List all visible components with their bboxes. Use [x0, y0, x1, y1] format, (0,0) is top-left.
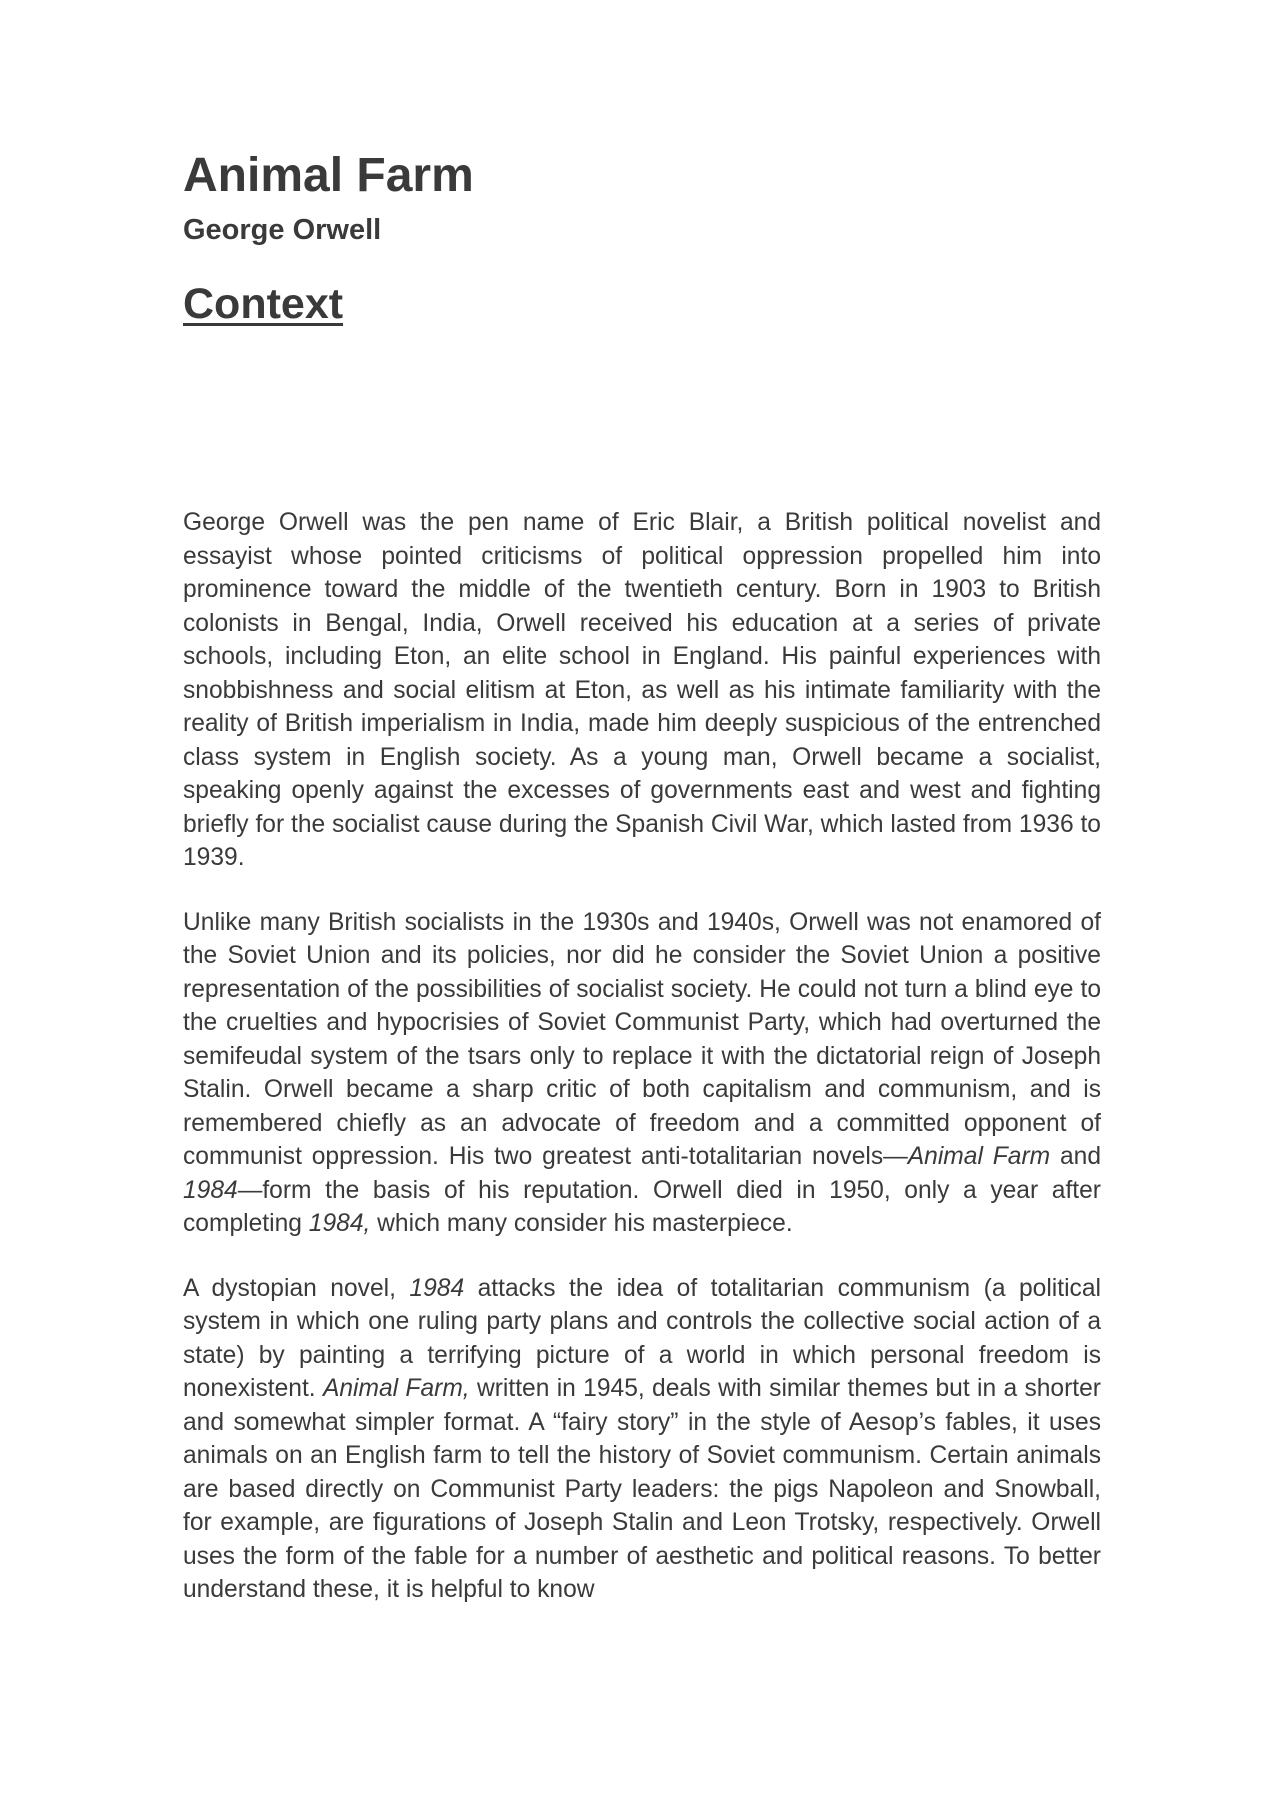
paragraph [183, 506, 1101, 875]
paragraph [183, 906, 1101, 1241]
document-title: Animal Farm [183, 149, 474, 202]
document-author: George Orwell [183, 214, 382, 246]
italic-title-run: Animal Farm [907, 1143, 1051, 1170]
section-heading: Context [183, 280, 344, 328]
paragraph [183, 1272, 1101, 1607]
text-run: Unlike many British socialists in the 1930s and 1940s, Orwell was not enamored of the Soviet Union and its policies, nor did he consider the Soviet Union a positive representation of the possibilities of socialist society. He could not turn a blind eye to the cruelties and hypocrisies of Soviet Communist Party, which had overturned the semifeudal system of the tsars only to replace it with the dictatorial reign of Joseph Stalin. Orwell became a sharp critic of both capitalism and communism, and is remembered chiefly as an advocate of freedom and a committed opponent of communist oppression. His two greatest anti-totalitarian novels— [183, 908, 1101, 1170]
body-text [183, 506, 1101, 1638]
text-run: A dystopian novel, [183, 1274, 410, 1302]
text-run: —form the basis of his reputation. Orwell died in 1950, only a year after completing [183, 1176, 1101, 1237]
text-run: and [1050, 1143, 1101, 1170]
italic-title-run: 1984 [409, 1274, 465, 1302]
text-run: George Orwell was the pen name of Eric Blair, a British political novelist and essayist whose pointed criticisms of political oppression propelled him into prominence toward the middle of the twentieth century. Born in 1903 to British colonists in Bengal, India, Orwell received his education at a series of private schools, including Eton, an elite school in England. His painful experiences with snobbishness and social elitism at Eton, as well as his intimate familiarity with the reality of British imperialism in India, made him deeply suspicious of the entrenched class system in English society. As a young man, Orwell became a socialist, speaking openly against the excesses of governments east and west and fighting briefly for the socialist cause during the Spanish Civil War, which lasted from 1936 to 1939. [183, 509, 1101, 871]
text-run: attacks the idea of totalitarian communism (a political system in which one ruling party plans and controls the collective social action of a state) by painting a terrifying picture of a world in which personal freedom is nonexistent. [183, 1274, 1101, 1402]
italic-title-run: 1984 [183, 1176, 238, 1204]
document-page [183, 148, 1101, 1603]
text-run: which many consider his masterpiece. [370, 1210, 793, 1237]
italic-title-run: Animal Farm, [322, 1375, 470, 1402]
text-run: written in 1945, deals with similar themes but in a shorter and somewhat simpler format. A “fairy story” in the style of Aesop’s fables, it uses animals on an English farm to tell the history of Soviet communism. Certain animals are based directly on Communist Party leaders: the pigs Napoleon and Snowball, for example, are figurations of Joseph Stalin and Leon Trotsky, respectively. Orwell uses the form of the fable for a number of aesthetic and political reasons. To better understand these, it is helpful to know [183, 1375, 1101, 1603]
italic-title-run: 1984, [308, 1210, 371, 1237]
